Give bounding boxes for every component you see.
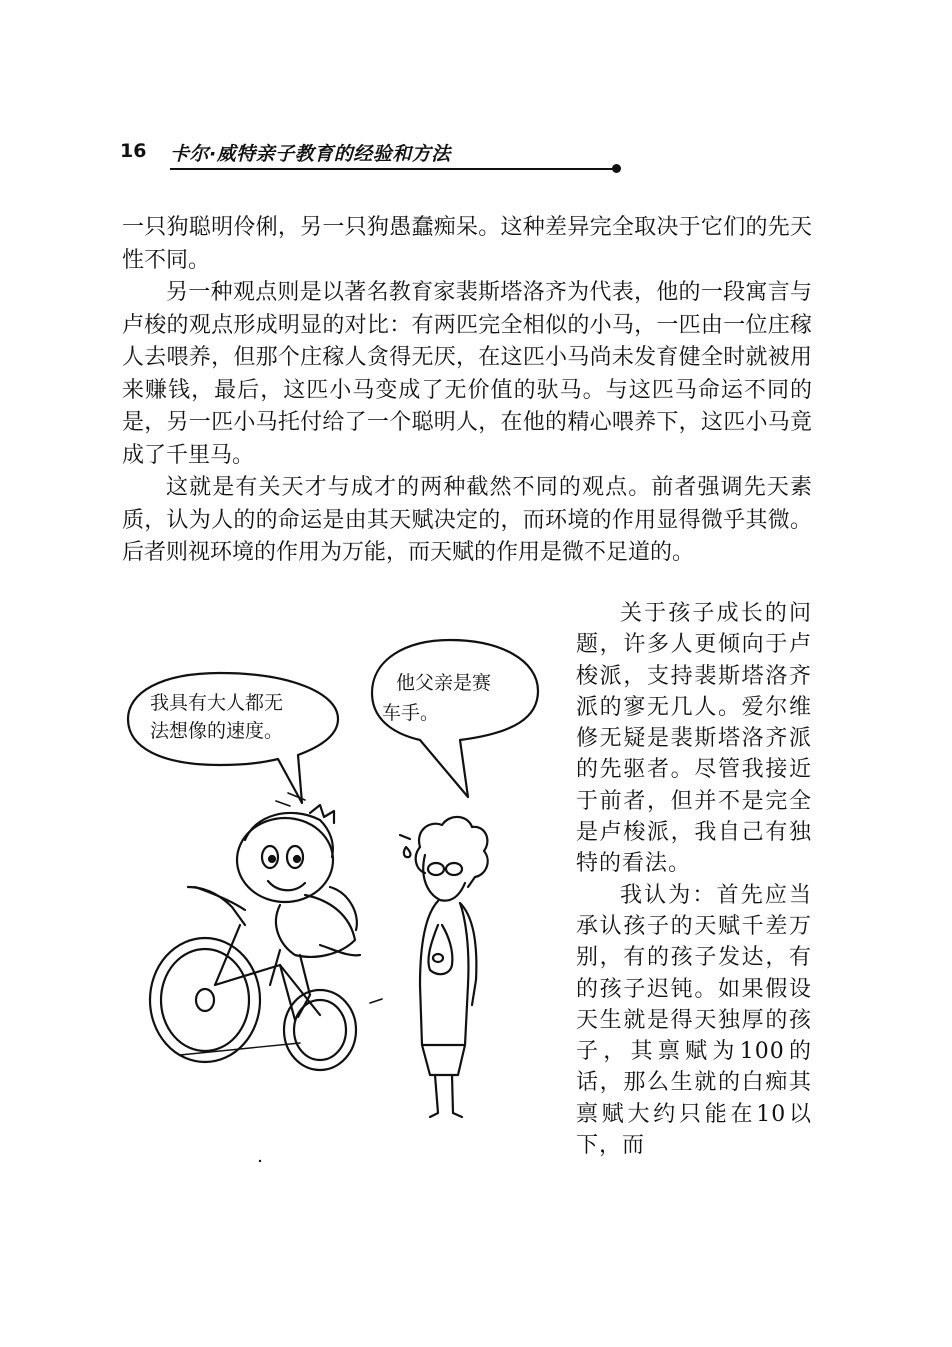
print-speck (259, 1160, 261, 1162)
old-woman (400, 817, 488, 1117)
bubble-left-line-2: 法想像的速度。 (150, 720, 284, 742)
bubble-right-line-2: 车手。 (382, 702, 440, 724)
body-text (122, 212, 812, 570)
paragraph-1: 一只狗聪明伶俐，另一只狗愚蠢痴呆。这种差异完全取决于它们的先天性不同。 (122, 215, 812, 273)
side-column-text (576, 598, 812, 1161)
paragraph-3: 这就是有关天才与成才的两种截然不同的观点。前者强调先天素质，认为人的的命运是由其天赋决定的，而环境的作用显得微乎其微。后者则视环境的作用为万能，而天赋的作用是微不足道的。 (122, 475, 812, 565)
bubble-right-line-1: 他父亲是赛 (396, 672, 492, 694)
bubble-left-line-1: 我具有大人都无 (150, 692, 284, 714)
header-rule (170, 168, 614, 170)
cartoon-illustration (120, 625, 560, 1175)
book-title: 卡尔·威特亲子教育的经验和方法 (170, 143, 451, 165)
side-paragraph-1: 关于孩子成长的问题，许多人更倾向于卢梭派，支持裴斯塔洛齐派的寥无几人。爱尔维修无疑是裴斯塔洛齐派的先驱者。尽管我接近于前者，但并不是完全是卢梭派，我自己有独特的看法。 (576, 601, 812, 877)
header-dot (612, 164, 621, 173)
boy-on-tricycle (150, 793, 382, 1070)
paragraph-2: 另一种观点则是以著名教育家裴斯塔洛齐为代表，他的一段寓言与卢梭的观点形成明显的对比：有两匹完全相似的小马，一匹由一位庄稼人去喂养，但那个庄稼人贪得无厌，在这匹小马尚未发育健全时就被用来赚钱，最后，这匹小马变成了无价值的驮马。与这匹马命运不同的是，另一匹小马托付给了一个聪明人，在他的精心喂养下，这匹小马竟成了千里马。 (122, 280, 812, 468)
side-paragraph-2: 我认为：首先应当承认孩子的天赋千差万别，有的孩子发达，有的孩子迟钝。如果假设天生就是得天独厚的孩子，其禀赋为100的话，那么生就的白痴其禀赋大约只能在10以下，而 (576, 882, 812, 1159)
page-number: 16 (120, 140, 147, 162)
page-header (120, 140, 500, 176)
